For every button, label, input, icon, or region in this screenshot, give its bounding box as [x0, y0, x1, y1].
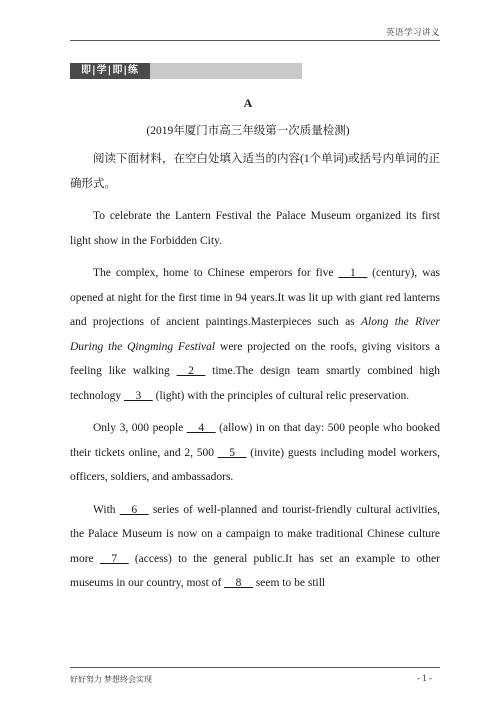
paragraph-3 — [70, 416, 440, 490]
text-span: (light) with the principles of cultural relic preservation. — [152, 389, 410, 402]
paragraph-4 — [70, 498, 440, 596]
passage — [70, 147, 440, 604]
instructions: 阅读下面材料，在空白处填入适当的内容(1个单词)或括号内单词的正确形式。 — [70, 153, 440, 190]
header-divider — [70, 40, 440, 41]
text-span: time.The design team smartly combined high technology — [70, 365, 440, 402]
blank-2: __2__ — [176, 365, 206, 377]
text-span: series of well-planned and tourist-friendly cultural activities, the Palace Museum is now on a campaign to make traditional Chinese culture more — [70, 503, 440, 565]
paragraph-1: To celebrate the Lantern Festival the Palace Museum organized its first light show in the Forbidden City. — [70, 210, 440, 247]
blank-3: __3__ — [123, 389, 153, 402]
text-span: Only 3, 000 people — [93, 422, 187, 434]
blank-1: __1__ — [338, 267, 368, 279]
text-span: (allow) in on that day: 500 people who booked their tickets online, and 2, 500 — [70, 422, 440, 459]
page-number: - 1 - — [417, 673, 432, 683]
footer-divider — [70, 667, 440, 668]
blank-5: __5__ — [217, 446, 247, 459]
text-span: (century), was opened at night for the first time in 94 years.It was lit up with giant red lanterns and projections of ancient paintings.Masterpieces such as — [70, 267, 440, 328]
footer-motto: 好好努力 梦想终会实现 — [70, 675, 152, 684]
exam-source: (2019年厦门市高三年级第一次质量检测) — [146, 125, 350, 137]
blank-7: __7__ — [99, 552, 129, 565]
text-span: seem to be still — [252, 577, 326, 589]
blank-8: __8__ — [224, 577, 253, 589]
header-title: 英语学习讲义 — [385, 27, 440, 37]
banner-tag: 即|学|即|练 — [70, 63, 150, 79]
blank-4: __4__ — [186, 422, 216, 434]
text-span: were projected on the roofs, giving visitors a feeling like walking — [70, 340, 441, 377]
text-span: (access) to the general public.It has set an example to other museums in our country, most of — [70, 552, 440, 589]
blank-6: __6__ — [119, 503, 149, 516]
section-banner — [70, 63, 302, 79]
paragraph-2 — [70, 261, 440, 408]
section-letter: A — [243, 96, 253, 110]
text-span: (invite) guests including model workers, officers, soldiers, and ambassadors. — [70, 446, 440, 483]
painting-title: Along the River During the Qingming Festival — [70, 316, 440, 353]
text-span: With — [93, 503, 120, 516]
text-span: The complex, home to Chinese emperors for five — [93, 267, 339, 279]
